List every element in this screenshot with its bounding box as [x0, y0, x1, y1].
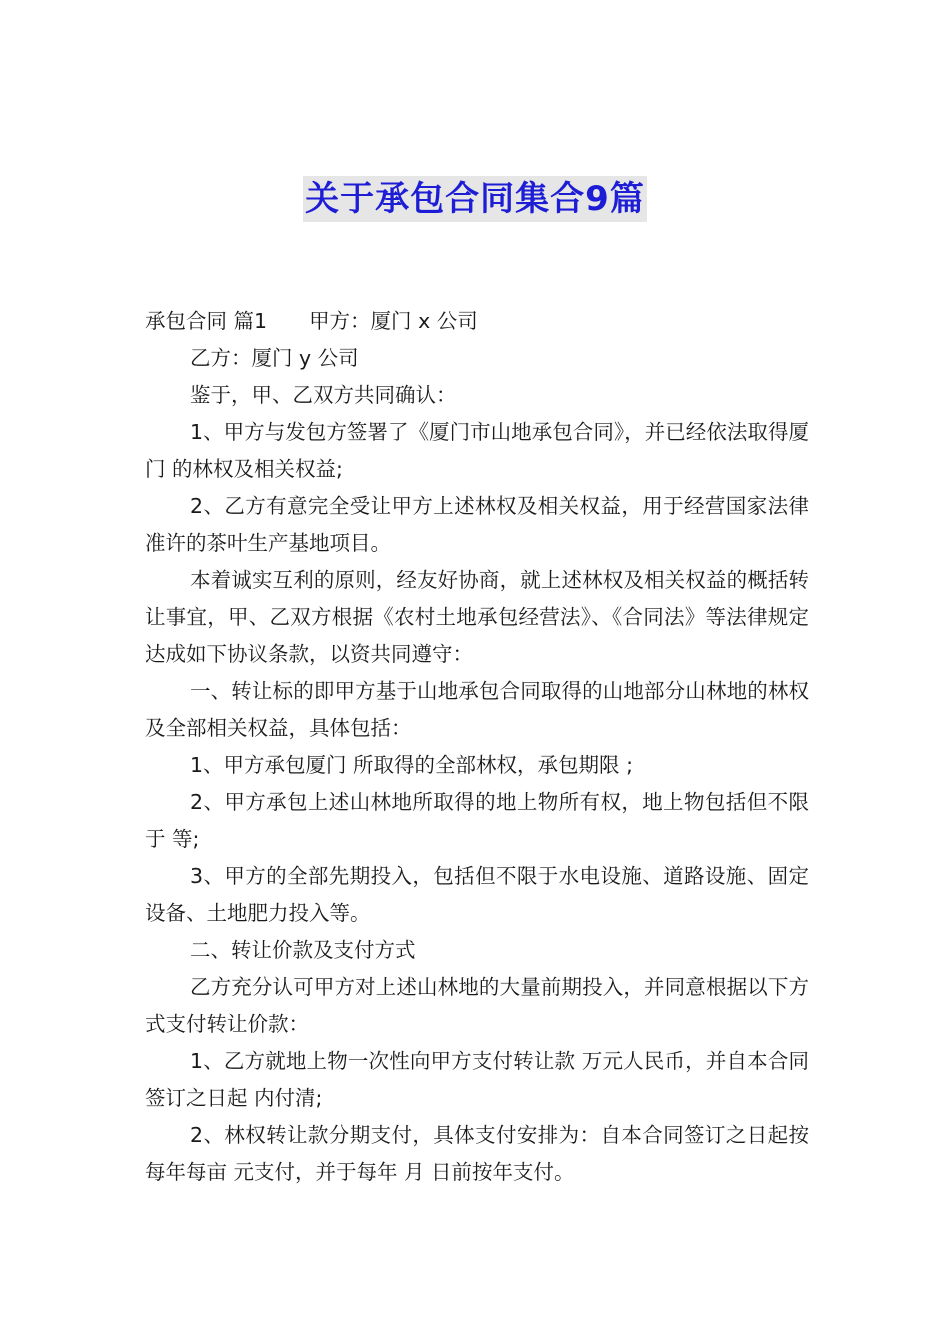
paragraph: 本着诚实互利的原则，经友好协商，就上述林权及相关权益的概括转让事宜，甲、乙双方根据《农村土地承包经营法》、《合同法》等法律规定达成如下协议条款，以资共同遵守：	[145, 568, 809, 666]
paragraph: 1、甲方承包厦门 所取得的全部林权，承包期限 ;	[190, 753, 633, 777]
header-line	[145, 303, 809, 340]
paragraph: 1、甲方与发包方签署了《厦门市山地承包合同》，并已经依法取得厦门 的林权及相关权益;	[145, 420, 809, 481]
contract-label: 承包合同 篇1	[145, 309, 268, 333]
paragraph: 乙方：厦门 y 公司	[190, 346, 359, 370]
paragraph: 2、林权转让款分期支付，具体支付安排为：自本合同签订之日起按每年每亩 元支付，并于每年 月 日前按年支付。	[145, 1123, 809, 1184]
document-body	[145, 303, 809, 1191]
paragraph: 一、转让标的即甲方基于山地承包合同取得的山地部分山林地的林权及全部相关权益，具体包括：	[145, 679, 809, 740]
paragraph: 鉴于，甲、乙双方共同确认：	[190, 383, 457, 407]
paragraph: 1、乙方就地上物一次性向甲方支付转让款 万元人民币，并自本合同签订之日起 内付清;	[145, 1049, 809, 1110]
party-a: 甲方：厦门 x 公司	[309, 309, 478, 333]
paragraph: 2、乙方有意完全受让甲方上述林权及相关权益，用于经营国家法律准许的茶叶生产基地项目。	[145, 494, 809, 555]
section-heading: 二、转让价款及支付方式	[190, 938, 416, 962]
paragraph: 2、甲方承包上述山林地所取得的地上物所有权，地上物包括但不限于 等;	[145, 790, 809, 851]
document-title: 关于承包合同集合9篇	[303, 176, 647, 222]
paragraph: 乙方充分认可甲方对上述山林地的大量前期投入，并同意根据以下方式支付转让价款：	[145, 975, 809, 1036]
title-container	[0, 176, 950, 222]
paragraph: 3、甲方的全部先期投入，包括但不限于水电设施、道路设施、固定设备、土地肥力投入等。	[145, 864, 809, 925]
